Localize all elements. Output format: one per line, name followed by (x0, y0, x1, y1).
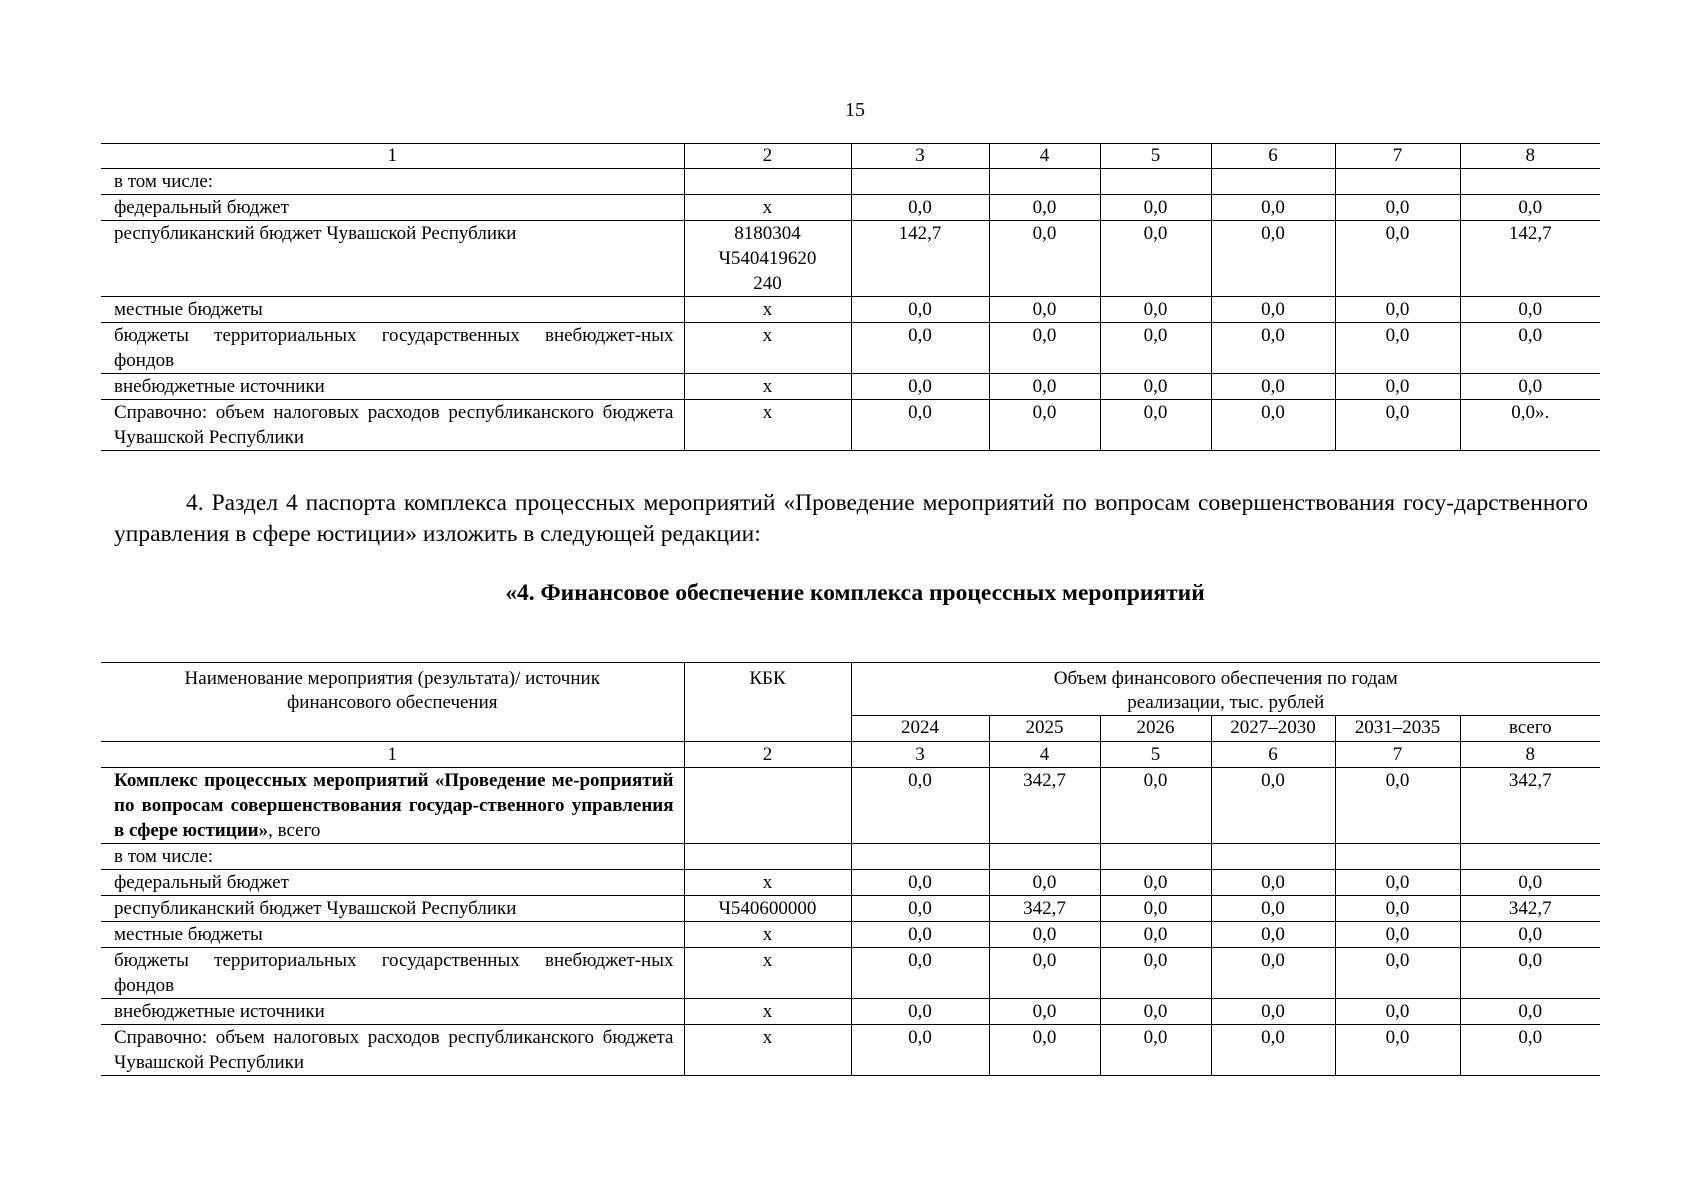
total-cell: 0,0 (1460, 323, 1600, 374)
value-cell: 0,0 (1335, 999, 1460, 1025)
value-cell (1211, 844, 1335, 870)
table-row (101, 844, 1600, 870)
column-number-row (101, 144, 1600, 169)
column-number: 4 (989, 742, 1100, 768)
value-cell (989, 169, 1100, 195)
row-name: в том числе: (101, 844, 684, 870)
row-name: Справочно: объем налоговых расходов республиканского бюджета Чувашской Республики (101, 1025, 684, 1076)
value-cell: 0,0 (1211, 221, 1335, 297)
kbk-cell: x (684, 870, 851, 896)
value-cell: 0,0 (851, 768, 989, 844)
row-name: республиканский бюджет Чувашской Республики (101, 221, 684, 297)
total-cell: 342,7 (1460, 768, 1600, 844)
kbk-cell: Ч540600000 (684, 896, 851, 922)
total-cell: 0,0». (1460, 400, 1600, 451)
column-number: 2 (684, 144, 851, 169)
value-cell: 0,0 (851, 870, 989, 896)
row-name: республиканский бюджет Чувашской Республики (101, 896, 684, 922)
value-cell: 0,0 (1100, 768, 1211, 844)
kbk-cell: x (684, 1025, 851, 1076)
value-cell: 0,0 (1335, 768, 1460, 844)
total-cell: 0,0 (1460, 374, 1600, 400)
header-year: 2025 (989, 716, 1100, 742)
table-row (101, 896, 1600, 922)
value-cell (851, 844, 989, 870)
value-cell: 0,0 (1100, 896, 1211, 922)
value-cell: 0,0 (1100, 1025, 1211, 1076)
header-year: 2026 (1100, 716, 1211, 742)
value-cell: 0,0 (1100, 297, 1211, 323)
column-number: 8 (1460, 144, 1600, 169)
value-cell: 0,0 (851, 297, 989, 323)
column-number: 1 (101, 742, 684, 768)
financing-table-continued (101, 143, 1600, 451)
value-cell (989, 844, 1100, 870)
value-cell: 0,0 (1100, 195, 1211, 221)
row-name: федеральный бюджет (101, 195, 684, 221)
column-number: 4 (989, 144, 1100, 169)
total-cell: 142,7 (1460, 221, 1600, 297)
section-title: «4. Финансовое обеспечение комплекса процессных мероприятий (505, 580, 1205, 606)
amendment-paragraph: 4. Раздел 4 паспорта комплекса процессных мероприятий «Проведение мероприятий по вопросам совершенствования госу-дарственного управления в сфере юстиции» изложить в следующей редакции: (114, 490, 1588, 547)
value-cell: 0,0 (989, 948, 1100, 999)
column-number: 7 (1335, 742, 1460, 768)
header-volume: Объем финансового обеспечения по годам реализации, тыс. рублей (851, 663, 1600, 716)
value-cell: 0,0 (1100, 400, 1211, 451)
value-cell: 0,0 (989, 1025, 1100, 1076)
column-number: 1 (101, 144, 684, 169)
value-cell: 0,0 (1335, 870, 1460, 896)
row-name: бюджеты территориальных государственных внебюджет-ных фондов (101, 323, 684, 374)
value-cell: 0,0 (851, 374, 989, 400)
value-cell: 0,0 (851, 896, 989, 922)
kbk-cell: x (684, 922, 851, 948)
row-name: внебюджетные источники (101, 999, 684, 1025)
table-row (101, 948, 1600, 999)
kbk-line: Ч540419620 (718, 248, 817, 269)
table-row (101, 374, 1600, 400)
table-row (101, 999, 1600, 1025)
total-cell (1460, 169, 1600, 195)
header-row (101, 663, 1600, 716)
column-number-row (101, 742, 1600, 768)
total-cell (1460, 844, 1600, 870)
value-cell: 0,0 (1335, 374, 1460, 400)
financing-table (101, 662, 1600, 1076)
kbk-cell: x (684, 999, 851, 1025)
value-cell: 0,0 (1100, 948, 1211, 999)
kbk-cell (684, 768, 851, 844)
value-cell: 0,0 (1211, 948, 1335, 999)
value-cell: 0,0 (989, 922, 1100, 948)
table-row (101, 400, 1600, 451)
kbk-cell: x (684, 297, 851, 323)
value-cell: 0,0 (989, 323, 1100, 374)
column-number: 6 (1211, 742, 1335, 768)
table-row (101, 221, 1600, 297)
kbk-cell: x (684, 374, 851, 400)
value-cell: 0,0 (851, 400, 989, 451)
value-cell: 0,0 (1211, 297, 1335, 323)
total-cell: 0,0 (1460, 922, 1600, 948)
total-cell: 0,0 (1460, 948, 1600, 999)
row-name: в том числе: (101, 169, 684, 195)
value-cell: 342,7 (989, 896, 1100, 922)
value-cell: 0,0 (1211, 1025, 1335, 1076)
value-cell: 0,0 (1335, 400, 1460, 451)
value-cell: 0,0 (989, 297, 1100, 323)
column-number: 5 (1100, 742, 1211, 768)
header-kbk: КБК (684, 663, 851, 742)
value-cell: 0,0 (851, 948, 989, 999)
column-number: 3 (851, 742, 989, 768)
value-cell: 0,0 (1211, 999, 1335, 1025)
column-number: 5 (1100, 144, 1211, 169)
total-cell: 0,0 (1460, 297, 1600, 323)
complex-name-bold: Комплекс процессных мероприятий «Проведение ме-роприятий по вопросам совершенствования государ-ственного управления в сфере юстиции» (114, 770, 674, 841)
header-year: 2031–2035 (1335, 716, 1460, 742)
header-year: 2024 (851, 716, 989, 742)
value-cell: 0,0 (1211, 323, 1335, 374)
value-cell: 0,0 (851, 323, 989, 374)
table-row (101, 169, 1600, 195)
value-cell: 0,0 (851, 922, 989, 948)
value-cell: 0,0 (1335, 195, 1460, 221)
row-name: бюджеты территориальных государственных внебюджет-ных фондов (101, 948, 684, 999)
kbk-line: 240 (753, 273, 782, 294)
table-row (101, 323, 1600, 374)
value-cell: 0,0 (1211, 195, 1335, 221)
value-cell: 0,0 (1100, 374, 1211, 400)
kbk-cell: x (684, 400, 851, 451)
value-cell: 342,7 (989, 768, 1100, 844)
row-name: местные бюджеты (101, 297, 684, 323)
value-cell: 0,0 (989, 195, 1100, 221)
value-cell: 0,0 (1211, 870, 1335, 896)
value-cell: 0,0 (1335, 948, 1460, 999)
value-cell: 0,0 (989, 999, 1100, 1025)
value-cell: 0,0 (851, 1025, 989, 1076)
header-year: 2027–2030 (1211, 716, 1335, 742)
value-cell: 0,0 (989, 374, 1100, 400)
value-cell: 0,0 (1100, 922, 1211, 948)
column-number: 3 (851, 144, 989, 169)
total-cell: 0,0 (1460, 195, 1600, 221)
value-cell: 0,0 (1100, 323, 1211, 374)
row-name: федеральный бюджет (101, 870, 684, 896)
kbk-cell (684, 169, 851, 195)
value-cell: 0,0 (1335, 896, 1460, 922)
value-cell: 0,0 (851, 195, 989, 221)
value-cell: 0,0 (1335, 922, 1460, 948)
value-cell: 0,0 (1100, 999, 1211, 1025)
complex-name (101, 768, 684, 844)
value-cell: 0,0 (1335, 221, 1460, 297)
complex-total-row (101, 768, 1600, 844)
row-name: Справочно: объем налоговых расходов республиканского бюджета Чувашской Республики (101, 400, 684, 451)
value-cell (1335, 169, 1460, 195)
value-cell (1211, 169, 1335, 195)
value-cell: 0,0 (989, 400, 1100, 451)
table-row (101, 922, 1600, 948)
table-row (101, 297, 1600, 323)
value-cell: 0,0 (1335, 1025, 1460, 1076)
total-cell: 0,0 (1460, 999, 1600, 1025)
column-number: 7 (1335, 144, 1460, 169)
header-total: всего (1460, 716, 1600, 742)
total-cell: 0,0 (1460, 1025, 1600, 1076)
value-cell (851, 169, 989, 195)
complex-name-tail: , всего (268, 820, 321, 841)
header-name: Наименование мероприятия (результата)/ источник финансового обеспечения (101, 663, 684, 742)
table-row (101, 1025, 1600, 1076)
value-cell: 0,0 (851, 999, 989, 1025)
kbk-line: 8180304 (734, 223, 801, 244)
kbk-cell: x (684, 195, 851, 221)
value-cell: 0,0 (1100, 221, 1211, 297)
value-cell: 0,0 (1211, 768, 1335, 844)
value-cell: 0,0 (1211, 922, 1335, 948)
value-cell: 0,0 (989, 221, 1100, 297)
row-name: местные бюджеты (101, 922, 684, 948)
column-number: 2 (684, 742, 851, 768)
table-row (101, 195, 1600, 221)
row-name: внебюджетные источники (101, 374, 684, 400)
kbk-cell (684, 844, 851, 870)
value-cell: 142,7 (851, 221, 989, 297)
kbk-cell: x (684, 323, 851, 374)
value-cell (1335, 844, 1460, 870)
total-cell: 342,7 (1460, 896, 1600, 922)
column-number: 6 (1211, 144, 1335, 169)
value-cell: 0,0 (1211, 896, 1335, 922)
page-number: 15 (845, 99, 865, 121)
value-cell (1100, 844, 1211, 870)
value-cell: 0,0 (989, 870, 1100, 896)
value-cell: 0,0 (1335, 297, 1460, 323)
kbk-cell (684, 221, 851, 297)
table-row (101, 870, 1600, 896)
value-cell: 0,0 (1100, 870, 1211, 896)
column-number: 8 (1460, 742, 1600, 768)
value-cell (1100, 169, 1211, 195)
kbk-cell: x (684, 948, 851, 999)
value-cell: 0,0 (1335, 323, 1460, 374)
value-cell: 0,0 (1211, 374, 1335, 400)
total-cell: 0,0 (1460, 870, 1600, 896)
value-cell: 0,0 (1211, 400, 1335, 451)
